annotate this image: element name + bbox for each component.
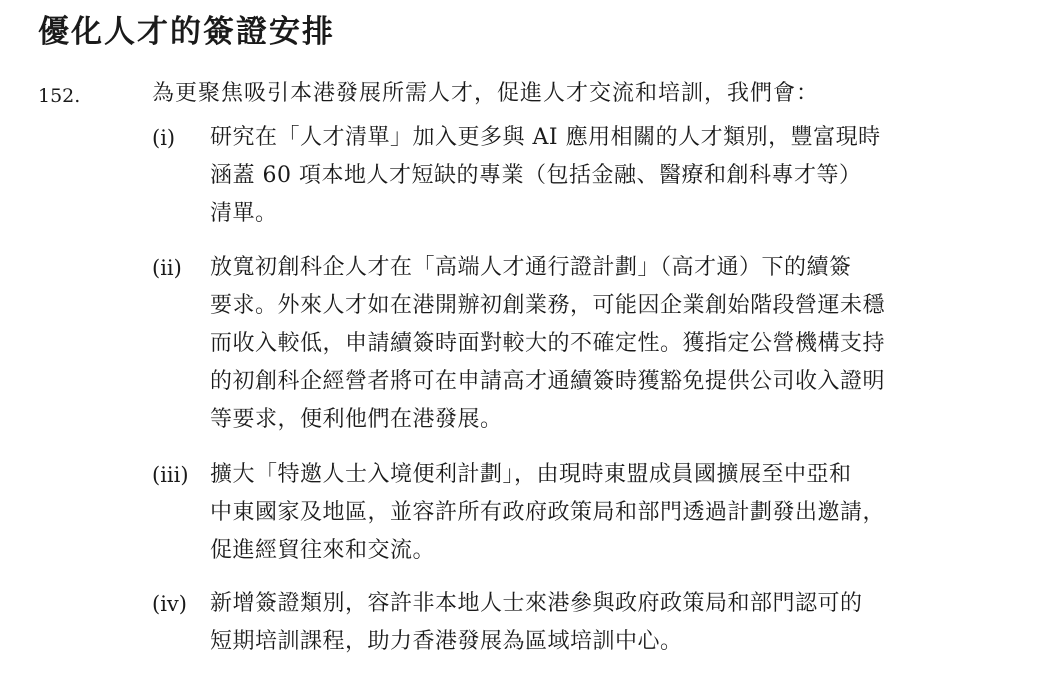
item-line: 短期培訓課程，助力香港發展為區域培訓中心。 bbox=[210, 629, 683, 654]
item-line: 中東國家及地區，並容許所有政府政策局和部門透過計劃發出邀請， bbox=[210, 500, 886, 525]
item-line: 新增簽證類別，容許非本地人士來港參與政府政策局和部門認可的 bbox=[210, 591, 863, 616]
list-item-ii bbox=[152, 249, 1012, 439]
item-line: 而收入較低，申請續簽時面對較大的不確定性。獲指定公營機構支持 bbox=[210, 331, 886, 356]
list-item-iii bbox=[152, 456, 1012, 570]
item-line: 研究在「人才清單」加入更多與 AI 應用相關的人才類別，豐富現時 bbox=[210, 125, 881, 150]
item-label: (ii) bbox=[152, 256, 182, 280]
item-line: 要求。外來人才如在港開辦初創業務，可能因企業創始階段營運未穩 bbox=[210, 293, 886, 318]
item-line: 擴大「特邀人士入境便利計劃」，由現時東盟成員國擴展至中亞和 bbox=[210, 462, 852, 487]
item-line: 清單。 bbox=[210, 201, 278, 226]
item-line: 促進經貿往來和交流。 bbox=[210, 538, 436, 563]
item-line: 涵蓋 60 項本地人才短缺的專業（包括金融、醫療和創科專才等） bbox=[210, 163, 862, 188]
item-label: (iv) bbox=[152, 592, 187, 616]
list-item-i bbox=[152, 119, 1012, 233]
item-label: (iii) bbox=[152, 463, 189, 487]
item-line: 的初創科企經營者將可在申請高才通續簽時獲豁免提供公司收入證明 bbox=[210, 369, 886, 394]
item-line: 等要求，便利他們在港發展。 bbox=[210, 407, 503, 432]
item-label: (i) bbox=[152, 126, 176, 150]
section-heading: 優化人才的簽證安排 bbox=[38, 14, 335, 50]
list-item-iv bbox=[152, 585, 1012, 661]
item-line: 放寬初創科企人才在「高端人才通行證計劃」（高才通）下的續簽 bbox=[210, 255, 852, 280]
paragraph-intro: 為更聚焦吸引本港發展所需人才，促進人才交流和培訓，我們會： bbox=[152, 81, 820, 106]
paragraph-number: 152. bbox=[38, 85, 81, 107]
